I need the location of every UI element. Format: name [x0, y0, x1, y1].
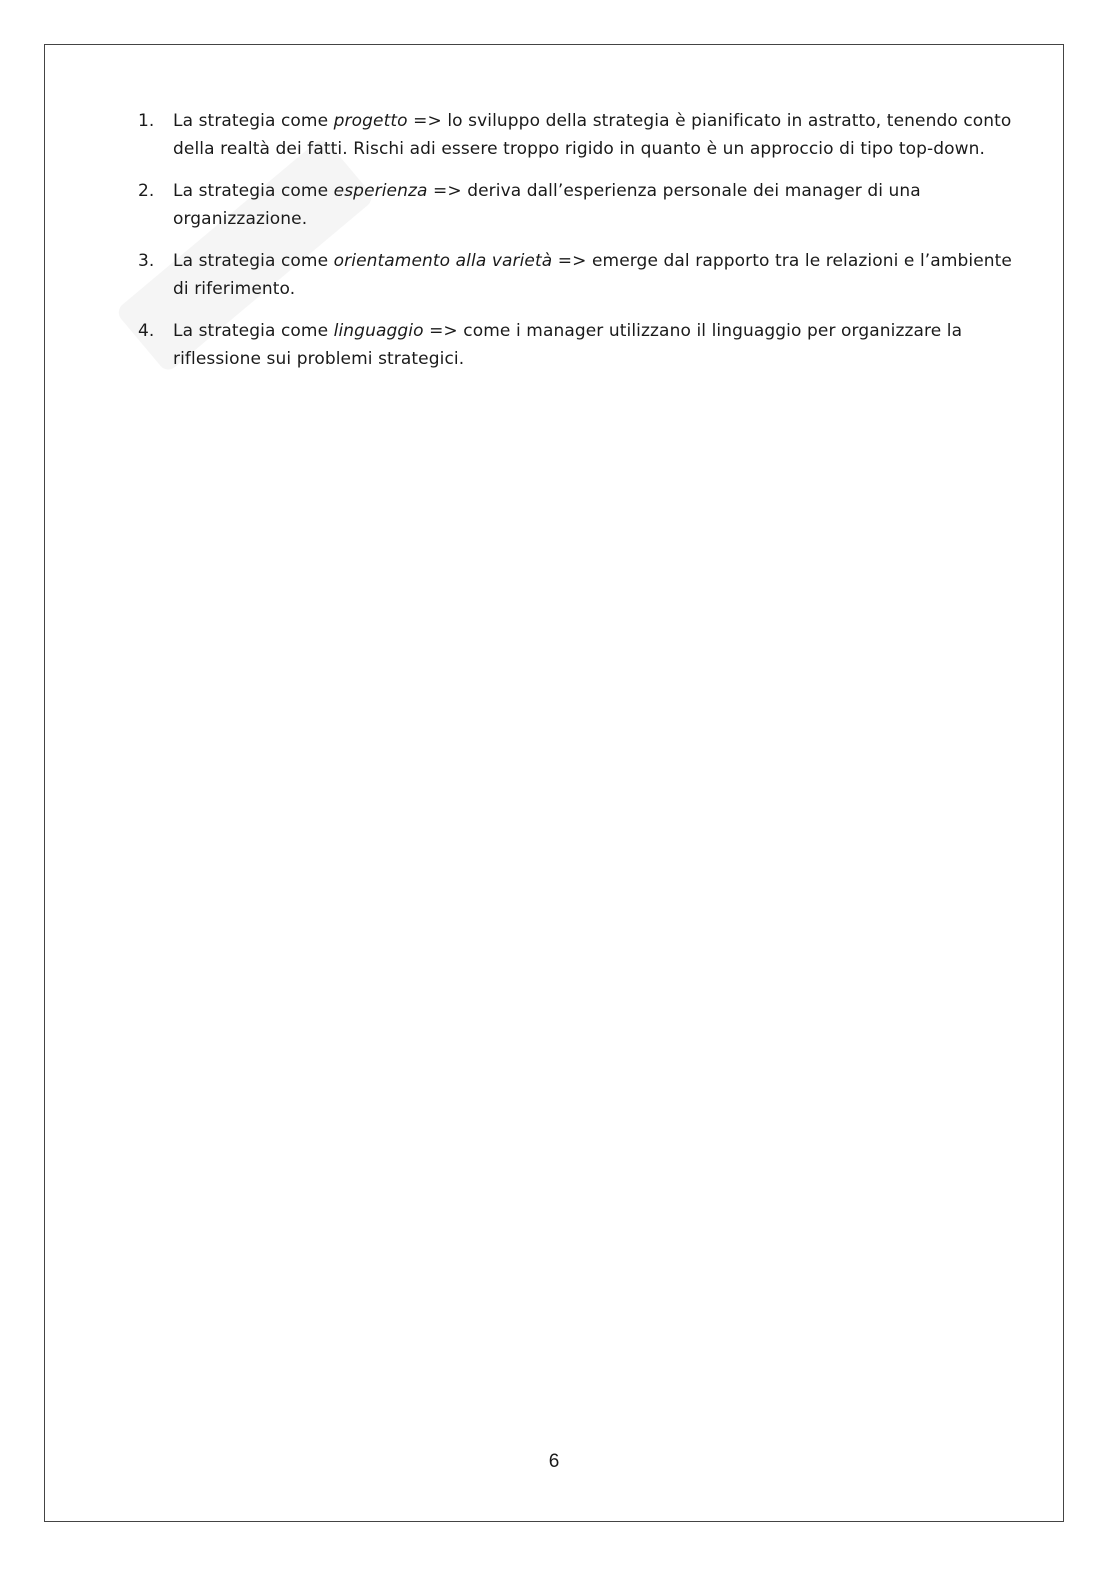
- item-text: lo sviluppo della strategia è pianificato in astratto, tenendo conto della realtà dei fatti. Rischi adi essere troppo rigido in quanto è un approccio di tipo top-down.: [173, 111, 1012, 159]
- item-term: orientamento alla varietà: [333, 251, 553, 271]
- item-prefix: La strategia come: [173, 251, 334, 271]
- item-arrow: =>: [552, 251, 592, 271]
- item-number: 4.: [138, 321, 155, 341]
- list-item: [138, 247, 1018, 303]
- item-number: 3.: [138, 251, 155, 271]
- item-prefix: La strategia come: [173, 181, 334, 201]
- item-text: deriva dall’esperienza personale dei manager di una organizzazione.: [173, 181, 921, 229]
- item-number: 2.: [138, 181, 155, 201]
- page-frame: [44, 44, 1064, 1522]
- list-item: [138, 107, 1018, 163]
- item-arrow: =>: [423, 321, 464, 341]
- item-prefix: La strategia come: [173, 321, 334, 341]
- list-item: [138, 317, 1018, 373]
- item-arrow: =>: [427, 181, 468, 201]
- item-term: progetto: [333, 111, 408, 131]
- item-arrow: =>: [407, 111, 448, 131]
- item-prefix: La strategia come: [173, 111, 334, 131]
- item-term: esperienza: [333, 181, 428, 201]
- strategy-list: [138, 107, 1018, 387]
- item-text: emerge dal rapporto tra le relazioni e l’ambiente di riferimento.: [173, 251, 1012, 299]
- item-text: come i manager utilizzano il linguaggio per organizzare la riflessione sui problemi strategici.: [173, 321, 963, 369]
- page-number: 6: [548, 1451, 560, 1472]
- item-term: linguaggio: [333, 321, 424, 341]
- item-number: 1.: [138, 111, 155, 131]
- list-item: [138, 177, 1018, 233]
